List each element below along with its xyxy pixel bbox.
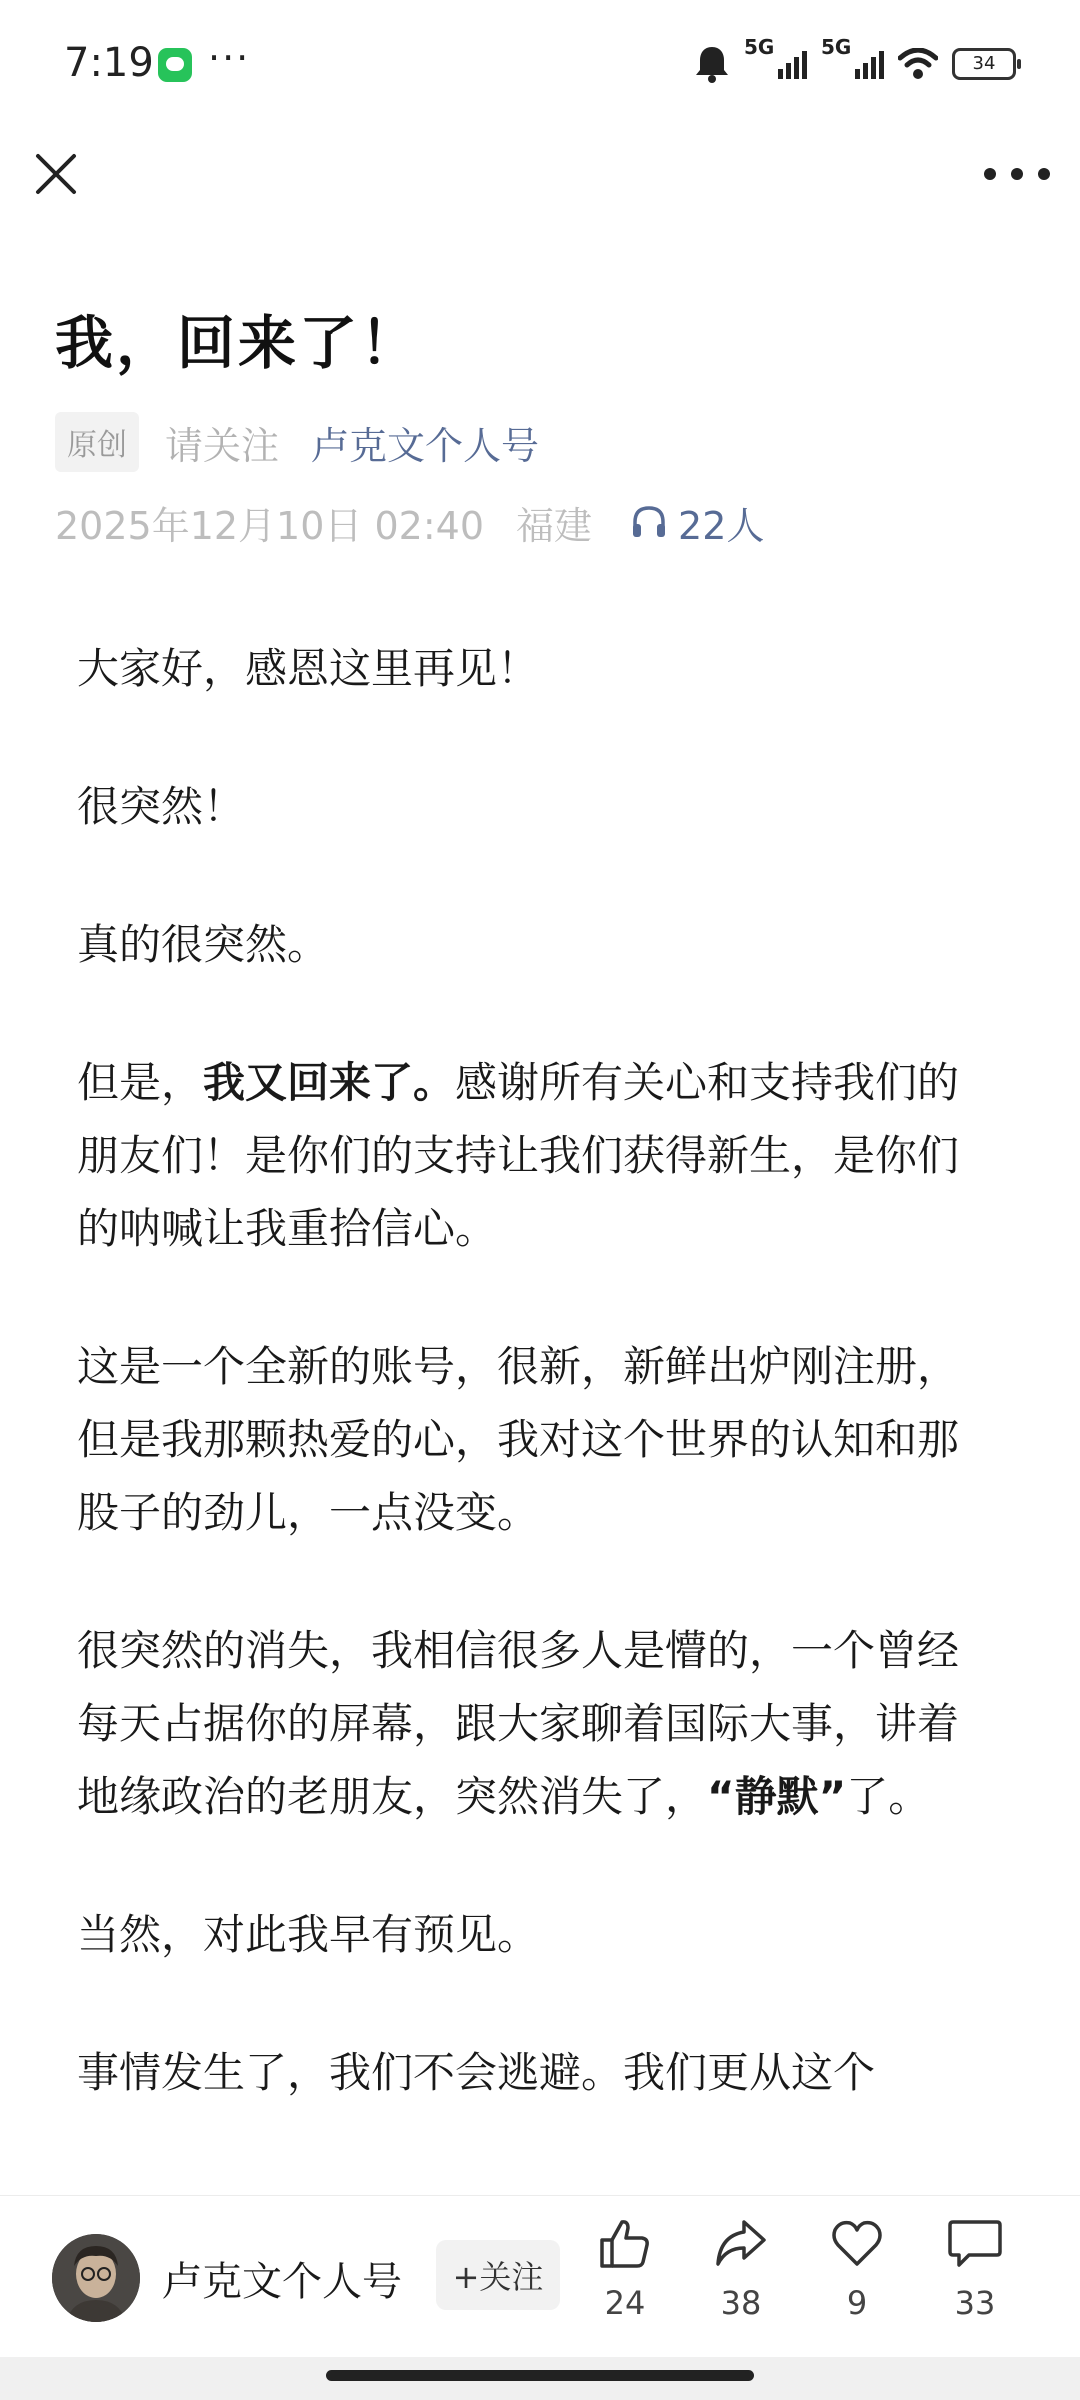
share-button[interactable] [686, 2218, 796, 2338]
message-app-icon [158, 48, 192, 82]
more-options-button[interactable] [984, 150, 1050, 198]
account-name-link[interactable]: 卢克文个人号 [311, 423, 540, 468]
favorite-button[interactable] [802, 2218, 912, 2338]
close-icon [30, 148, 82, 200]
listen-button[interactable] [630, 495, 764, 550]
article-meta-info [55, 494, 764, 550]
signal-icon-1 [744, 35, 807, 79]
wifi-icon [898, 48, 938, 80]
follow-button[interactable]: +关注 [436, 2240, 560, 2310]
original-tag: 原创 [55, 412, 139, 472]
paragraph: 很突然！ [77, 782, 246, 831]
status-icons [694, 35, 1016, 88]
like-count: 24 [604, 2284, 646, 2322]
avatar-image [52, 2234, 140, 2322]
account-name[interactable]: 卢克文个人号 [162, 2259, 402, 2305]
share-count: 38 [720, 2284, 762, 2322]
listener-count: 22人 [678, 503, 765, 548]
paragraph-text: 了。 [846, 1772, 931, 1821]
publish-datetime: 2025年12月10日 02:40 [55, 503, 485, 548]
paragraph-text: 但是， [77, 1058, 204, 1107]
headphones-icon [630, 504, 668, 540]
more-dot [1011, 168, 1023, 180]
battery-icon: 34 [952, 48, 1016, 80]
more-notifications-icon: ··· [208, 36, 251, 80]
paragraph: 事情发生了，我们不会逃避。我们更从这个 [77, 2048, 876, 2097]
paragraph-bold-text: “静默” [707, 1772, 847, 1821]
paragraph: 这是一个全新的账号，很新，新鲜出炉刚注册，但是我那颗热爱的心，我对这个世界的认知和那股子的劲儿，一点没变。 [77, 1342, 960, 1537]
like-button[interactable] [570, 2218, 680, 2338]
network-type-2: 5G [821, 35, 852, 59]
paragraph: 大家好，感恩这里再见！ [77, 644, 540, 693]
more-dot [984, 168, 996, 180]
status-time: 7:19 [64, 40, 154, 86]
avatar[interactable] [52, 2234, 140, 2322]
signal-icon-2 [821, 35, 884, 79]
paragraph-text: 感谢所有关心和支持我们的朋友们！是你们的支持让我们获得新生，是你们的呐喊让我重拾信心。 [77, 1058, 960, 1253]
favorite-count: 9 [846, 2284, 868, 2322]
bell-icon [694, 45, 730, 83]
comment-icon [947, 2218, 1003, 2270]
article-meta-author [55, 414, 539, 470]
status-bar [0, 0, 1080, 130]
paragraph: 当然，对此我早有预见。 [77, 1910, 540, 1959]
paragraph: 真的很突然。 [77, 920, 330, 969]
more-dot [1038, 168, 1050, 180]
home-gesture-handle[interactable] [326, 2370, 754, 2381]
comment-button[interactable] [920, 2218, 1030, 2338]
article-body [77, 632, 987, 2174]
paragraph-text: 很突然的消失，我相信很多人是懵的，一个曾经每天占据你的屏幕，跟大家聊着国际大事，讲着地缘政治的老朋友，突然消失了， [77, 1626, 960, 1821]
paragraph [77, 1046, 987, 1265]
close-button[interactable] [30, 148, 82, 200]
bottom-action-bar [0, 2195, 1080, 2358]
thumbs-up-icon [598, 2218, 652, 2270]
paragraph [77, 1614, 987, 1833]
article-title: 我，回来了！ [55, 309, 422, 377]
publish-location: 福建 [516, 503, 593, 548]
share-icon [714, 2218, 768, 2270]
network-type-1: 5G [744, 35, 775, 59]
paragraph-bold-text: 我又回来了。 [203, 1058, 456, 1107]
follow-prompt: 请关注 [165, 423, 280, 468]
heart-icon [830, 2218, 884, 2270]
comment-count: 33 [954, 2284, 996, 2322]
